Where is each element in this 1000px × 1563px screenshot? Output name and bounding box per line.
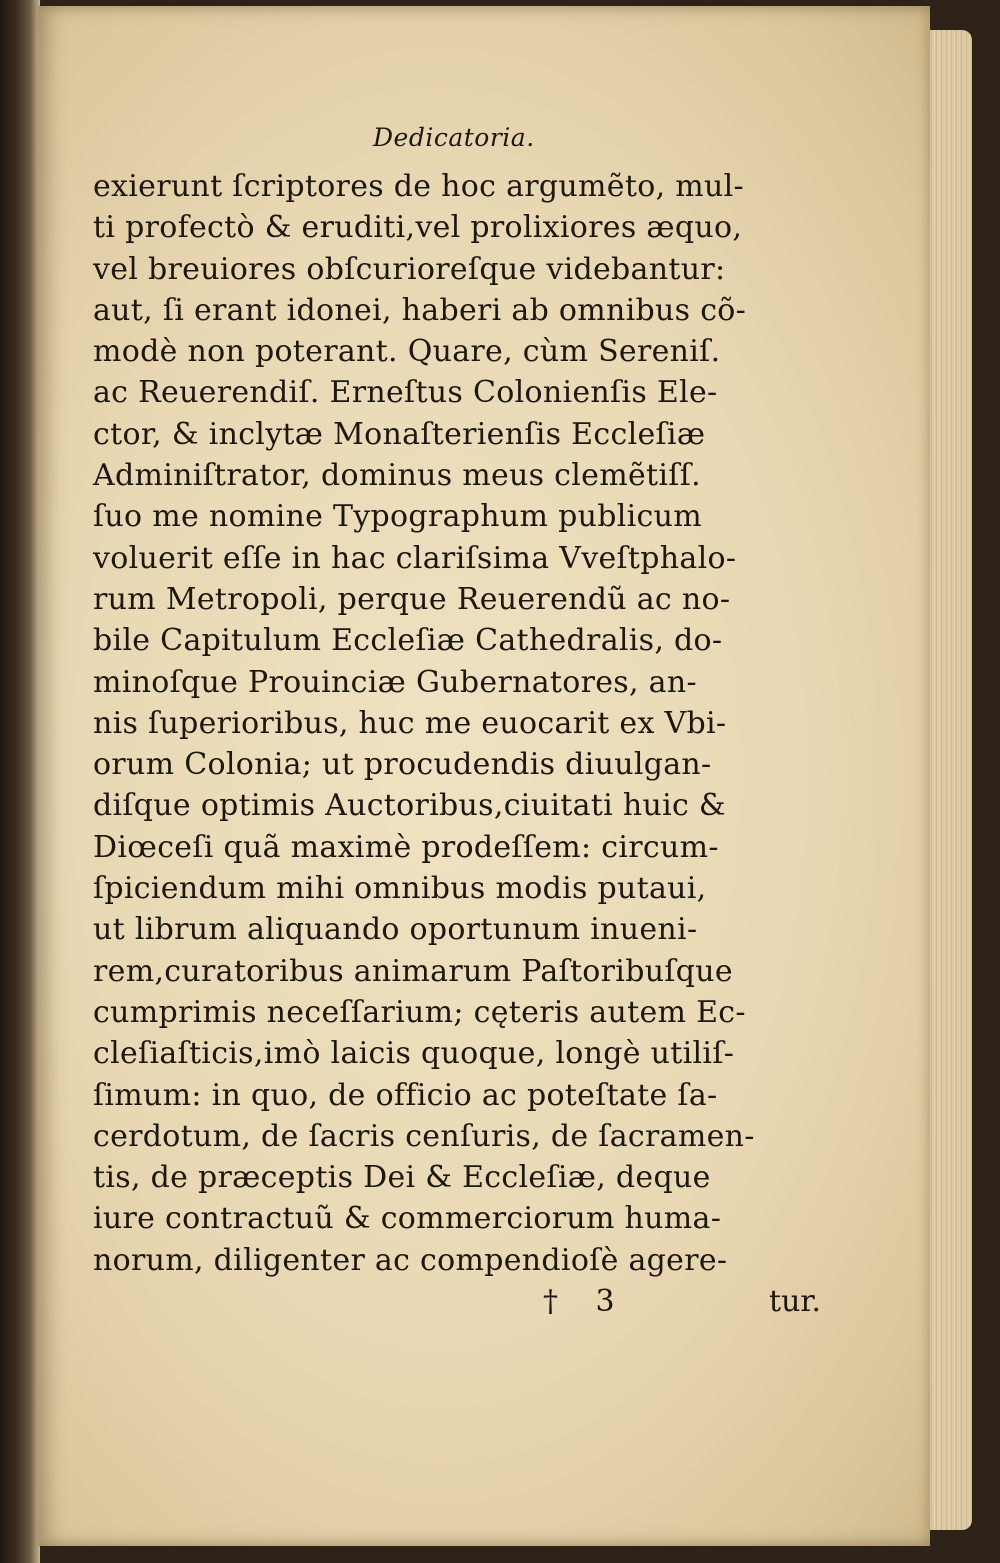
text-line: rem,curatoribus animarum Paſtoribuſque <box>93 953 733 989</box>
text-line: modè non poterant. Quare, cùm Sereniſ. <box>93 334 721 370</box>
book-binding-gutter <box>0 0 40 1563</box>
text-line: diſque optimis Auctoribus,ciuitati huic & <box>93 788 726 824</box>
text-line: vel breuiores obſcurioreſque videbantur: <box>93 251 726 287</box>
text-line: rum Metropoli, perque Reuerendũ ac no- <box>93 581 731 617</box>
signature-mark: † 3 <box>543 1284 629 1320</box>
text-line: ſuo me nomine Typographum publicum <box>93 499 702 535</box>
text-line: ti profectò & eruditi,vel prolixiores æquo, <box>93 210 743 246</box>
text-line: nis ſuperioribus, huc me euocarit ex Vbi- <box>93 705 727 741</box>
text-line: ut librum aliquando oportunum inueni- <box>93 912 698 948</box>
text-line: cerdotum, de ſacris cenſuris, de ſacramen- <box>93 1118 755 1154</box>
catchword: tur. <box>769 1284 821 1320</box>
text-line: cleſiaſticis,imò laicis quoque, longè utiliſ- <box>93 1036 735 1072</box>
text-line: ac Reuerendiſ. Erneſtus Colonienſis Ele- <box>93 375 718 411</box>
text-line: Adminiſtrator, dominus meus clemẽtiſſ. <box>93 458 701 494</box>
text-line: Diœceſi quã maximè prodeſſem: circum- <box>93 829 719 865</box>
text-block <box>93 118 821 1322</box>
text-line: ſpiciendum mihi omnibus modis putaui, <box>93 871 707 907</box>
text-line: cumprimis neceſſarium; cęteris autem Ec- <box>93 994 746 1030</box>
text-line: iure contractuũ & commerciorum huma- <box>93 1201 722 1237</box>
text-line: ctor, & inclytæ Monaſterienſis Eccleſiæ <box>93 416 706 452</box>
footer-line <box>93 1281 821 1322</box>
text-line: orum Colonia; ut procudendis diuulgan- <box>93 747 712 783</box>
text-line: tis, de præceptis Dei & Eccleſiæ, deque <box>93 1160 711 1196</box>
running-head: Dedicatoria. <box>373 123 535 152</box>
text-line: ſimum: in quo, de officio ac poteſtate ſa- <box>93 1077 718 1113</box>
page-edges <box>928 30 972 1530</box>
text-line: exierunt ſcriptores de hoc argumẽto, mul- <box>93 169 744 204</box>
text-line: voluerit eſſe in hac clariſsima Vveſtphalo- <box>93 540 737 576</box>
body-text <box>93 166 813 1281</box>
text-line: norum, diligenter ac compendioſè agere- <box>93 1242 728 1278</box>
text-line: bile Capitulum Eccleſiæ Cathedralis, do- <box>93 623 723 659</box>
text-line: aut, ſi erant idonei, haberi ab omnibus cõ- <box>93 292 747 328</box>
text-line: minoſque Prouinciæ Gubernatores, an- <box>93 664 697 700</box>
page-leaf <box>38 6 930 1546</box>
